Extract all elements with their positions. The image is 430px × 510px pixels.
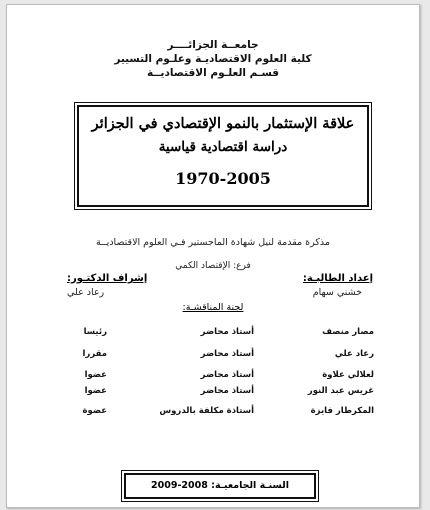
thesis-title: علاقة الإستثمار بالنمو الإقتصادي في الجزائر (91, 115, 355, 132)
thesis-subtitle: دراسة اقتصادية قياسية (158, 139, 288, 155)
student-name: خشني سهام (312, 287, 362, 298)
thesis-period: 1970-2005 (175, 169, 271, 188)
supervisor-label: إشراف الدكتـور: (67, 273, 148, 284)
member-name: رعاد علي (334, 349, 374, 359)
member-rank: أستاذ محاضر (200, 370, 254, 380)
supervisor-name: رعاد علي (67, 287, 105, 298)
committee-heading: لجنة المناقشـة: (182, 302, 244, 313)
member-name: لعلالي علاوة (322, 370, 374, 380)
memo-statement: مذكرة مقدمة لنيل شهادة الماجستير فـي العلوم الاقتصاديــة (96, 237, 330, 248)
member-role: رئيسا (83, 327, 107, 337)
member-role: عضوة (82, 406, 107, 416)
member-rank: أستاذ محاضر (200, 349, 254, 359)
university-name: جامعــة الجزائــــر (167, 39, 259, 51)
academic-year-box: السنـة الجامعيـة: 2008-2009 (124, 473, 316, 499)
committee-row (7, 406, 419, 422)
thesis-title-box (77, 105, 369, 207)
member-rank: أستاذ محاضر (200, 327, 254, 337)
member-rank: أستاذ محاضر (200, 386, 254, 396)
committee-row (7, 386, 419, 402)
branch-line: فرع: الإقتصاد الكمي (175, 261, 251, 271)
department-name: قسـم العلـوم الاقتصاديــة (146, 67, 280, 79)
member-name: غريس عبد النور (307, 386, 374, 396)
faculty-name: كلية العلوم الاقتصاديـة وعلـوم التسيير (114, 53, 312, 65)
member-role: عضوا (84, 370, 107, 380)
institution-header (7, 38, 419, 80)
member-name: مصار منصف (322, 327, 374, 337)
member-role: عضوا (84, 386, 107, 396)
member-rank: أستاذة مكلفة بالدروس (159, 406, 254, 416)
committee-row (7, 370, 419, 386)
committee-row (7, 327, 419, 343)
document-page (6, 4, 420, 508)
committee-row (7, 349, 419, 365)
student-label: إعداد الطالبـة: (302, 273, 373, 284)
member-role: مقررا (82, 349, 107, 359)
member-name: المكرطار فايزة (310, 406, 374, 416)
